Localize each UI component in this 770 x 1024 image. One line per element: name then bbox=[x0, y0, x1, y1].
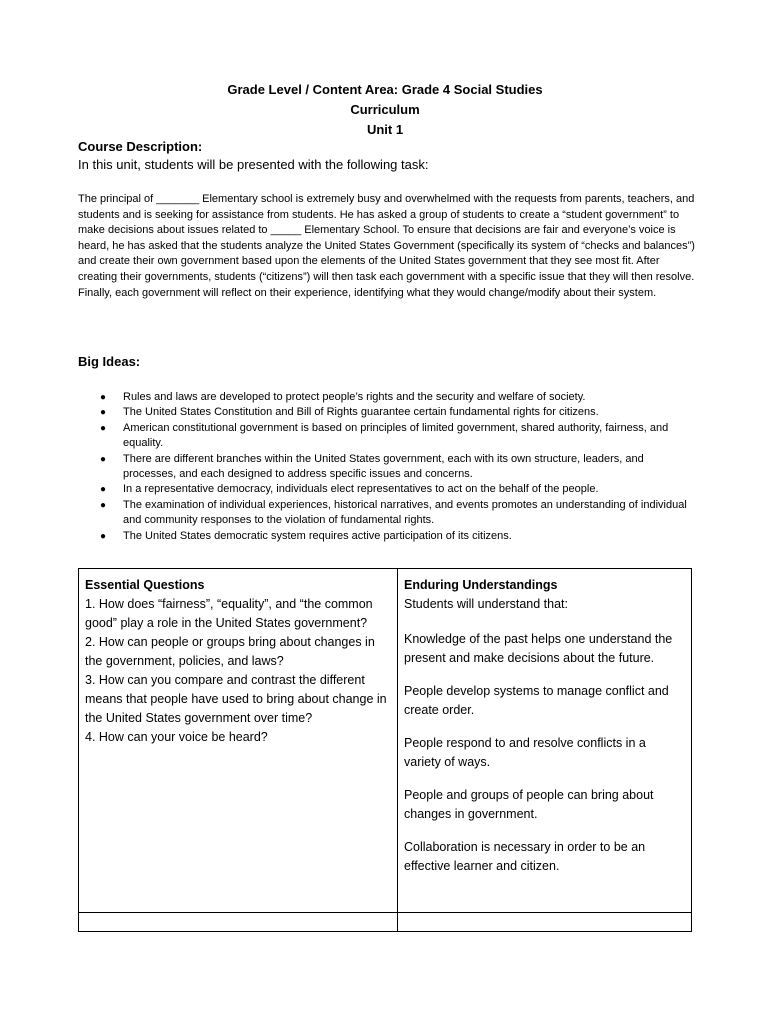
course-description-intro: In this unit, students will be presented with the following task: bbox=[78, 157, 429, 172]
essential-question: 3. How can you compare and contrast the different means that people have used to bring about change in the United States government over time? bbox=[85, 673, 387, 725]
empty-cell bbox=[398, 913, 692, 932]
table-row bbox=[79, 569, 692, 913]
essential-question: 1. How does “fairness”, “equality”, and “the common good” play a role in the United States government? bbox=[85, 597, 373, 630]
bullet-icon: ● bbox=[100, 453, 107, 465]
enduring-understandings-heading: Enduring Understandings bbox=[404, 578, 558, 592]
big-idea-text: The United States democratic system requires active participation of its citizens. bbox=[123, 529, 512, 542]
enduring-understanding: Collaboration is necessary in order to be an effective learner and citizen. bbox=[404, 840, 646, 873]
big-idea-text: There are different branches within the United States government, each with its own structure, leaders, and processes, and each designed to address specific issues and concerns. bbox=[123, 452, 644, 481]
bullet-icon: ● bbox=[100, 407, 107, 419]
bullet-icon: ● bbox=[100, 484, 107, 496]
big-idea-text: The examination of individual experiences, historical narratives, and events promotes an understanding of individual and community responses to the violation of fundamental rights. bbox=[123, 498, 687, 527]
task-paragraph: The principal of _______ Elementary school is extremely busy and overwhelmed with the requests from parents, teachers, and students and is seeking for assistance from students. He has asked a group of students to create a “student government” to make decisions about issues related to _____ Elementary School. To ensure that decisions are fair and everyone’s voice is heard, he has asked that the students analyze the United States Government (specifically its system of “checks and balances”) and create their own government based upon the elements of the United States government that they see most fit. After creating their governments, students (“citizens”) will then task each government with a specific issue that they will then resolve. Finally, each government will reflect on their experience, identifying what they would change/modify about their system. bbox=[78, 193, 695, 299]
enduring-understanding: People and groups of people can bring about changes in government. bbox=[404, 788, 654, 821]
enduring-understandings-intro: Students will understand that: bbox=[404, 597, 568, 611]
big-ideas-list bbox=[78, 390, 688, 544]
essential-question: 2. How can people or groups bring about changes in the government, policies, and laws? bbox=[85, 635, 375, 668]
bullet-icon: ● bbox=[100, 422, 107, 434]
empty-cell bbox=[79, 913, 398, 932]
list-item bbox=[78, 529, 688, 544]
curriculum-table bbox=[78, 568, 692, 932]
big-idea-text: Rules and laws are developed to protect people’s rights and the security and welfare of society. bbox=[123, 391, 586, 403]
list-item bbox=[78, 405, 688, 420]
list-item bbox=[78, 498, 688, 529]
table-row bbox=[79, 913, 692, 932]
enduring-understanding: People respond to and resolve conflicts in a variety of ways. bbox=[404, 736, 646, 769]
header-subtitle: Curriculum bbox=[350, 102, 420, 117]
big-idea-text: In a representative democracy, individuals elect representatives to act on the behalf of the people. bbox=[123, 483, 599, 496]
enduring-understanding: People develop systems to manage conflict and create order. bbox=[404, 684, 669, 717]
bullet-icon: ● bbox=[100, 530, 107, 542]
document-header bbox=[78, 80, 692, 140]
list-item bbox=[78, 421, 688, 452]
course-description-heading: Course Description: bbox=[78, 139, 203, 154]
task-description bbox=[78, 192, 698, 301]
big-idea-text: American constitutional government is based on principles of limited government, shared authority, fairness, and equality. bbox=[123, 421, 669, 450]
big-idea-text: The United States Constitution and Bill of Rights guarantee certain fundamental rights for citizens. bbox=[123, 406, 599, 419]
header-unit: Unit 1 bbox=[366, 122, 404, 137]
big-ideas-heading: Big Ideas: bbox=[78, 354, 141, 369]
list-item bbox=[78, 452, 688, 483]
essential-question: 4. How can your voice be heard? bbox=[85, 730, 268, 744]
essential-questions-heading: Essential Questions bbox=[85, 578, 205, 592]
essential-questions-cell bbox=[79, 569, 398, 913]
enduring-understanding: Knowledge of the past helps one understand the present and make decisions about the future. bbox=[404, 632, 673, 665]
header-title: Grade Level / Content Area: Grade 4 Social Studies bbox=[227, 82, 543, 97]
bullet-icon: ● bbox=[100, 499, 107, 511]
list-item bbox=[78, 390, 688, 405]
bullet-icon: ● bbox=[100, 392, 107, 403]
list-item bbox=[78, 482, 688, 497]
enduring-understandings-cell bbox=[398, 569, 692, 913]
